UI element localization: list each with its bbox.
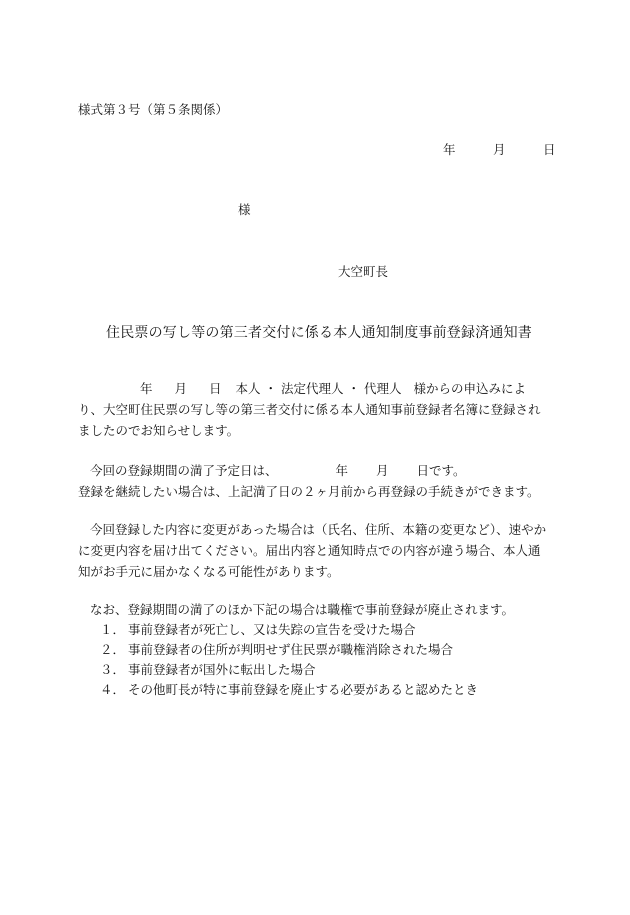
list-item-number: ３． [100,662,126,677]
revocation-intro [78,599,548,620]
list-item-text: その他町長が特に事前登録を廃止する必要があると認めたとき [128,682,479,697]
list-item [100,620,478,640]
application-day-label: 日 [209,381,222,396]
registration-body: 大空町住民票の写し等の第三者交付に係る本人通知事前登録者名簿に登録されましたのでお知らせします。 [78,402,541,438]
recipient-suffix: 様 [238,202,251,217]
expiry-paragraph [78,460,548,502]
date-year-label: 年 [443,142,456,157]
list-item-text: 事前登録者が死亡し、又は失踪の宣告を受けた場合 [128,622,416,637]
renewal-text: 登録を継続したい場合は、上記満了日の２ヶ月前から再登録の手続きができます。 [78,484,540,499]
expiry-year-label: 年 [335,463,349,478]
date-day-label: 日 [543,142,556,157]
application-month-label: 月 [174,381,188,396]
expiry-day-label: 日です。 [416,463,466,478]
application-year-label: 年 [140,381,153,396]
expiry-month-label: 月 [376,463,389,478]
list-item-text: 事前登録者の住所が判明せず住民票が職権消除された場合 [128,642,454,657]
registration-notice-paragraph [78,378,548,441]
change-notice-paragraph [78,519,548,582]
list-item-text: 事前登録者が国外に転出した場合 [128,662,316,677]
date-line [443,140,556,158]
application-tail: 様からの申込みにより、 [78,381,526,417]
list-item-number: ２． [100,642,126,657]
list-item [100,660,478,680]
list-item-number: ４． [100,682,126,697]
document-title: 住民票の写し等の第三者交付に係る本人通知制度事前登録済通知書 [106,325,532,341]
change-notice-text: 今回登録した内容に変更があった場合は（氏名、住所、本籍の変更など）、速やかに変更内容を届け出てください。届出内容と通知時点での内容が違う場合、本人通知がお手元に届かなくなる可能性があります。 [78,522,547,579]
list-item-number: １． [100,622,126,637]
applicant-types: 本人 ・ 法定代理人 ・ 代理人 [235,381,402,396]
list-item [100,640,478,660]
date-month-label: 月 [493,142,506,157]
list-item [100,680,478,700]
revocation-intro-text: なお、登録期間の満了のほか下記の場合は職権で事前登録が廃止されます。 [90,602,515,617]
issuer: 大空町長 [338,264,389,279]
form-number: 様式第３号（第５条関係） [78,102,229,117]
revocation-list [100,620,478,700]
expiry-head: 今回の登録期間の満了予定日は、 [90,463,278,478]
